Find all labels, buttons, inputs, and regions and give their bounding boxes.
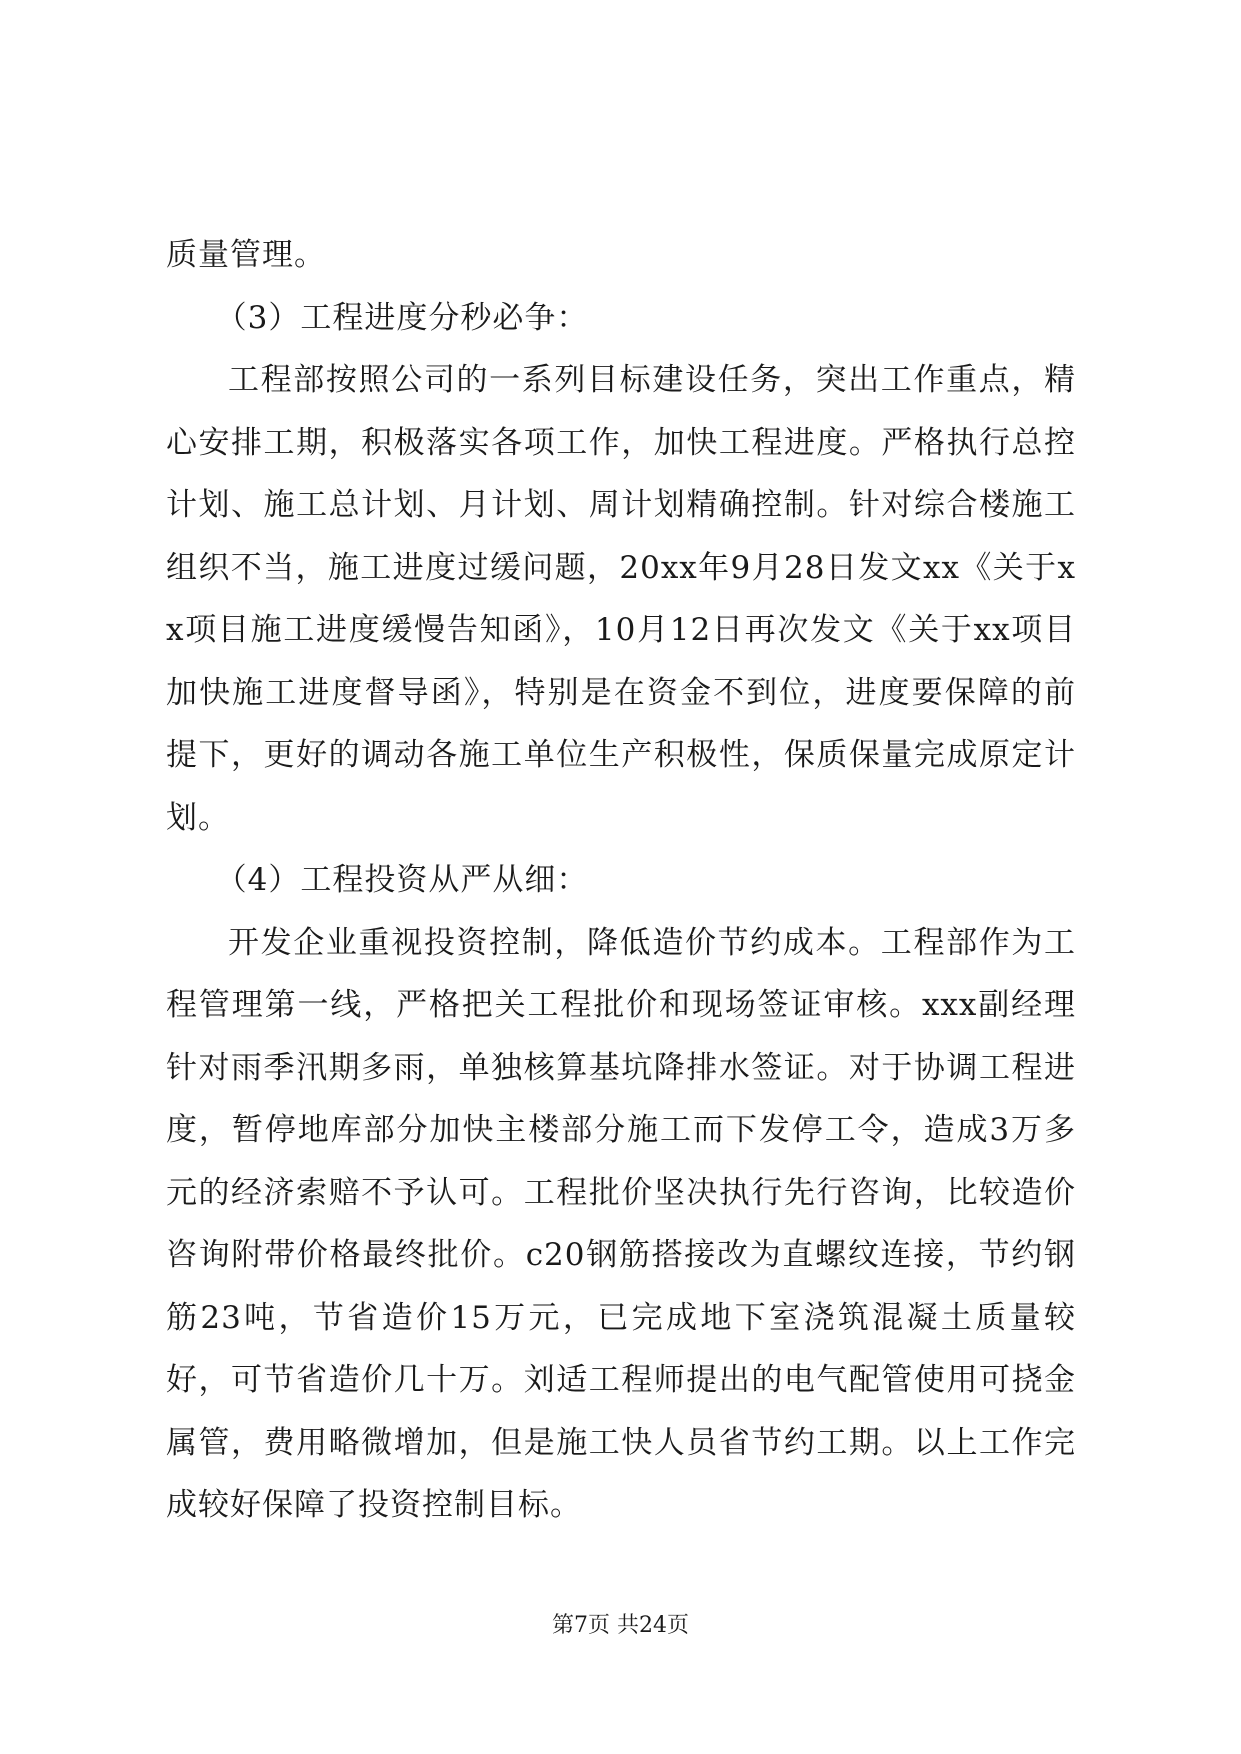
paragraph-continuation: 质量管理。 xyxy=(166,237,326,273)
paragraph-schedule: 工程部按照公司的一系列目标建设任务，突出工作重点，精心安排工期，积极落实各项工作，加快工程进度。严格执行总控计划、施工总计划、月计划、周计划精确控制。针对综合楼施工组织不当，施工进度过缓问题，20xx年9月28日发文xx《关于xx项目施工进度缓慢告知函》，10月12日再次发文《关于xx项目加快施工进度督导函》，特别是在资金不到位，进度要保障的前提下，更好的调动各施工单位生产积极性，保质保量完成原定计划。 xyxy=(166,362,1076,836)
section-heading-investment: （4）工程投资从严从细： xyxy=(215,862,589,898)
page-footer: 第7页 共24页 xyxy=(552,1613,689,1638)
document-body xyxy=(166,224,1076,1537)
section-heading-schedule: （3）工程进度分秒必争： xyxy=(215,299,589,336)
paragraph-investment: 开发企业重视投资控制，降低造价节约成本。工程部作为工程管理第一线，严格把关工程批价和现场签证审核。xxx副经理针对雨季汛期多雨，单独核算基坑降排水签证。对于协调工程进度，暂停地库部分加快主楼部分施工而下发停工令，造成3万多元的经济索赔不予认可。工程批价坚决执行先行咨询，比较造价咨询附带价格最终批价。c20钢筋搭接改为直螺纹连接，节约钢筋23吨，节省造价15万元，已完成地下室浇筑混凝土质量较好，可节省造价几十万。刘适工程师提出的电气配管使用可挠金属管，费用略微增加，但是施工快人员省节约工期。以上工作完成较好保障了投资控制目标。 xyxy=(166,924,1076,1523)
